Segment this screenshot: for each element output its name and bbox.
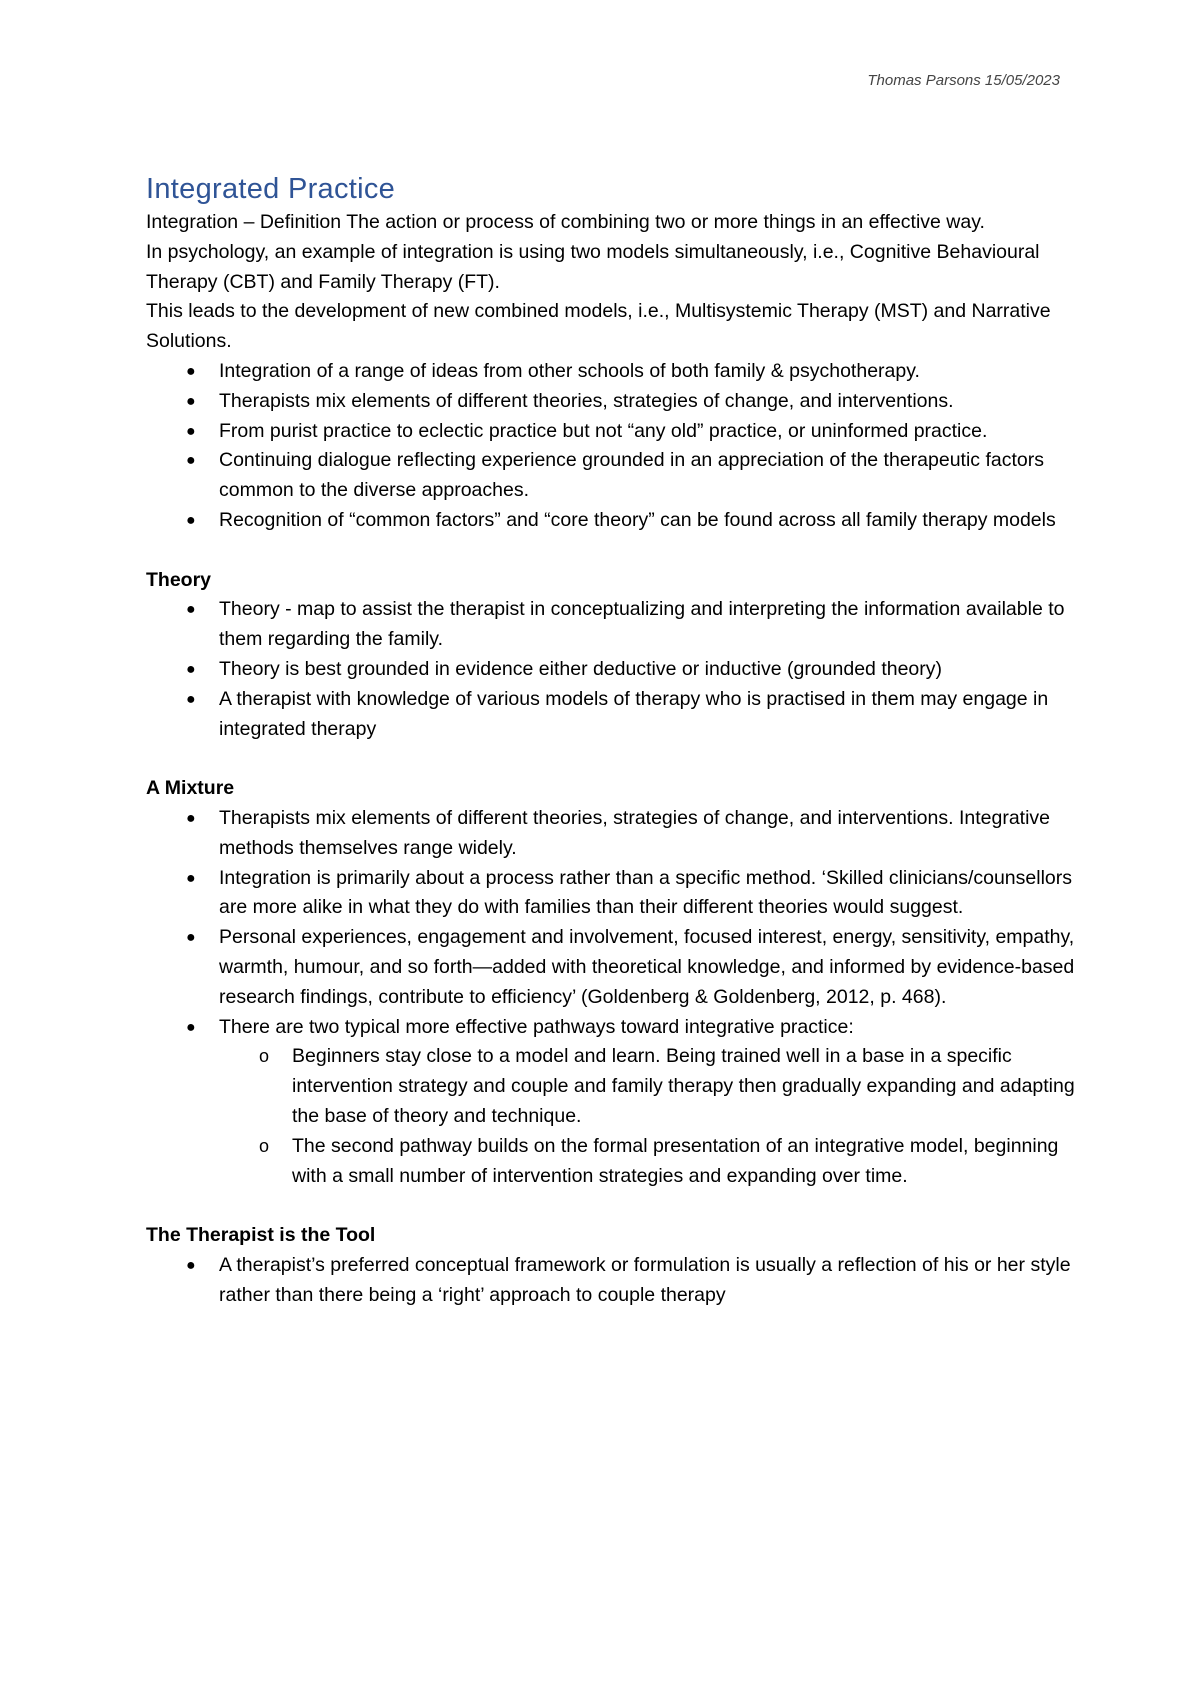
list-item-text: Theory is best grounded in evidence either deductive or inductive (grounded theory) xyxy=(219,657,943,680)
document-title: Integrated Practice xyxy=(146,173,396,205)
hollow-bullet-icon: o xyxy=(259,1046,270,1067)
list-item-text: Integration of a range of ideas from other schools of both family & psychotherapy. xyxy=(219,359,920,382)
sub-list-item xyxy=(219,1132,1076,1192)
list-item xyxy=(146,387,1076,417)
list-item xyxy=(146,864,1076,924)
list-item xyxy=(146,923,1076,1012)
list-item-text: Continuing dialogue reflecting experience grounded in an appreciation of the therapeutic factors common to the diverse approaches. xyxy=(219,449,1044,502)
intro-bullet-list xyxy=(146,357,1076,536)
list-item xyxy=(146,1013,1076,1192)
list-item-text: A therapist’s preferred conceptual framework or formulation is usually a reflection of his or her style rather than there being a ‘right’ approach to couple therapy xyxy=(219,1253,1071,1306)
list-item-text: Integration is primarily about a process rather than a specific method. ‘Skilled clinicians/counsellors are more alike in what they do with families than their different theories would suggest. xyxy=(219,866,1072,919)
bullet-icon: ● xyxy=(186,362,196,380)
bullet-icon: ● xyxy=(186,452,196,470)
list-item-text: A therapist with knowledge of various models of therapy who is practised in them may engage in integrated therapy xyxy=(219,687,1049,740)
section-heading-mixture: A Mixture xyxy=(146,777,235,800)
page-header-author-date: Thomas Parsons 15/05/2023 xyxy=(867,72,1060,89)
list-item-text: Theory - map to assist the therapist in conceptualizing and interpreting the information available to them regarding the family. xyxy=(219,598,1065,651)
list-item-text: Personal experiences, engagement and involvement, focused interest, energy, sensitivity, empathy, warmth, humour, and so forth—added with theoretical knowledge, and informed by evidence-based research findings, contribute to efficiency’ (Goldenberg & Goldenberg, 2012, p. 468). xyxy=(219,926,1075,1008)
list-item-text: Therapists mix elements of different theories, strategies of change, and interventions. Integrative methods themselves range widely. xyxy=(219,806,1051,859)
list-item xyxy=(146,804,1076,864)
list-item xyxy=(146,655,1076,685)
list-item xyxy=(146,506,1076,536)
list-item xyxy=(146,357,1076,387)
sub-list-item xyxy=(219,1042,1076,1131)
intro-paragraph: This leads to the development of new combined models, i.e., Multisystemic Therapy (MST) and Narrative Solutions. xyxy=(146,300,1051,353)
bullet-icon: ● xyxy=(186,869,196,887)
list-item xyxy=(146,595,1076,655)
sub-list-item-text: The second pathway builds on the formal presentation of an integrative model, beginning with a small number of intervention strategies and expanding over time. xyxy=(292,1134,1059,1187)
section-heading-therapist-tool: The Therapist is the Tool xyxy=(146,1224,376,1247)
hollow-bullet-icon: o xyxy=(259,1135,270,1156)
section-heading-theory: Theory xyxy=(146,568,212,591)
list-item xyxy=(146,417,1076,447)
list-item-text: From purist practice to eclectic practice but not “any old” practice, or uninformed practice. xyxy=(219,419,988,442)
bullet-icon: ● xyxy=(186,660,196,678)
intro-paragraph: Integration – Definition The action or process of combining two or more things in an effective way. xyxy=(146,211,985,233)
bullet-icon: ● xyxy=(186,809,196,827)
list-item xyxy=(146,1251,1076,1311)
bullet-icon: ● xyxy=(186,392,196,410)
bullet-icon: ● xyxy=(186,1256,196,1274)
document-body xyxy=(146,170,1076,1310)
bullet-icon: ● xyxy=(186,929,196,947)
sub-list-item-text: Beginners stay close to a model and learn. Being trained well in a base in a specific intervention strategy and couple and family therapy then gradually expanding and adapting the base of theory and technique. xyxy=(292,1045,1075,1127)
list-item xyxy=(146,685,1076,745)
bullet-icon: ● xyxy=(186,422,196,440)
bullet-icon: ● xyxy=(186,690,196,708)
pathways-sub-list xyxy=(219,1042,1076,1191)
mixture-bullet-list xyxy=(146,804,1076,1191)
intro-paragraph: In psychology, an example of integration is using two models simultaneously, i.e., Cognitive Behavioural Therapy (CBT) and Family Therapy (FT). xyxy=(146,240,1040,293)
theory-bullet-list xyxy=(146,595,1076,744)
bullet-icon: ● xyxy=(186,511,196,529)
bullet-icon: ● xyxy=(186,1018,196,1036)
list-item-text: Therapists mix elements of different theories, strategies of change, and interventions. xyxy=(219,389,954,412)
list-item xyxy=(146,446,1076,506)
bullet-icon: ● xyxy=(186,601,196,619)
tool-bullet-list xyxy=(146,1251,1076,1311)
list-item-text: Recognition of “common factors” and “core theory” can be found across all family therapy models xyxy=(219,508,1056,531)
list-item-text: There are two typical more effective pathways toward integrative practice: xyxy=(219,1015,854,1038)
